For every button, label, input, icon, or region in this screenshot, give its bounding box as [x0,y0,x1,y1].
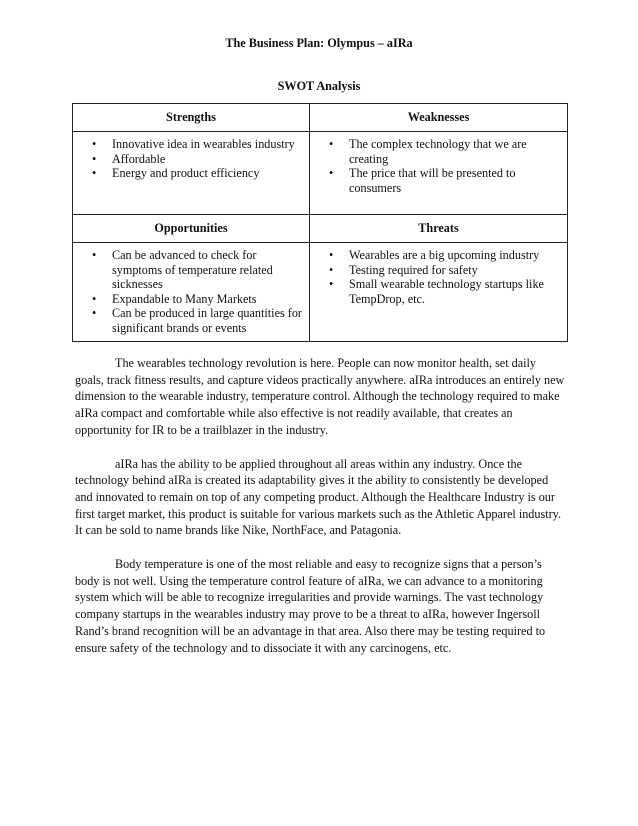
body-text [75,355,567,673]
weaknesses-list [310,137,567,195]
threats-header: Threats [310,215,568,243]
opportunities-header: Opportunities [73,215,310,243]
strengths-header: Strengths [73,104,310,132]
list-item: • Affordable [73,152,309,167]
opportunities-cell [73,243,310,342]
threats-cell [310,243,568,342]
list-item: • Energy and product efficiency [73,166,309,181]
strengths-list [73,137,309,181]
weaknesses-header: Weaknesses [310,104,568,132]
opportunities-list [73,248,309,336]
list-item: • Can be advanced to check for symptoms of temperature related sicknesses [73,248,309,292]
list-item: • The price that will be presented to consumers [310,166,567,195]
list-item: • Small wearable technology startups like TempDrop, etc. [310,277,567,306]
list-item: • Wearables are a big upcoming industry [310,248,567,263]
list-item: • Expandable to Many Markets [73,292,309,307]
swot-header-row-bottom [73,215,568,243]
list-item: • Can be produced in large quantities for significant brands or events [73,306,309,335]
list-item: • The complex technology that we are creating [310,137,567,166]
swot-heading: SWOT Analysis [277,79,361,93]
strengths-cell [73,132,310,215]
weaknesses-cell [310,132,568,215]
threats-list [310,248,567,306]
swot-content-row-top [73,132,568,215]
document-title: The Business Plan: Olympus – aIRa [225,36,413,50]
swot-table [72,103,568,342]
paragraph-adaptability: aIRa has the ability to be applied throughout all areas within any industry. Once the technology behind aIRa is created its adaptability gives it the ability to consistently be developed and innovated to remain on top of any competing product. Although the Healthcare Industry is our first target market, this product is suitable for various markets such as the Athletic Apparel industry. It can be sold to name brands like Nike, NorthFace, and Patagonia. [75,456,562,538]
paragraph-intro: The wearables technology revolution is here. People can now monitor health, set daily goals, track fitness results, and capture videos practically anywhere. aIRa introduces an entirely new dimension to the wearable industry, temperature control. Although the technology required to make aIRa compact and comfortable while also effective is not readily available, that creates an opportunity for IR to be a trailblazer in the industry. [75,356,565,437]
swot-content-row-bottom [73,243,568,342]
list-item: • Innovative idea in wearables industry [73,137,309,152]
paragraph-temperature: Body temperature is one of the most reliable and easy to recognize signs that a person’s body is not well. Using the temperature control feature of aIRa, we can advance to a monitoring system which will be able to recognize irregularities and provide warnings. The vast technology company startups in the wearables industry may prove to be a threat to aIRa, however Ingersoll Rand’s brand recognition will be an advantage in that area. Also there may be testing required to ensure safety of the technology and to dissociate it with any carcinogens, etc. [75,557,546,655]
list-item: • Testing required for safety [310,263,567,278]
swot-header-row-top [73,104,568,132]
